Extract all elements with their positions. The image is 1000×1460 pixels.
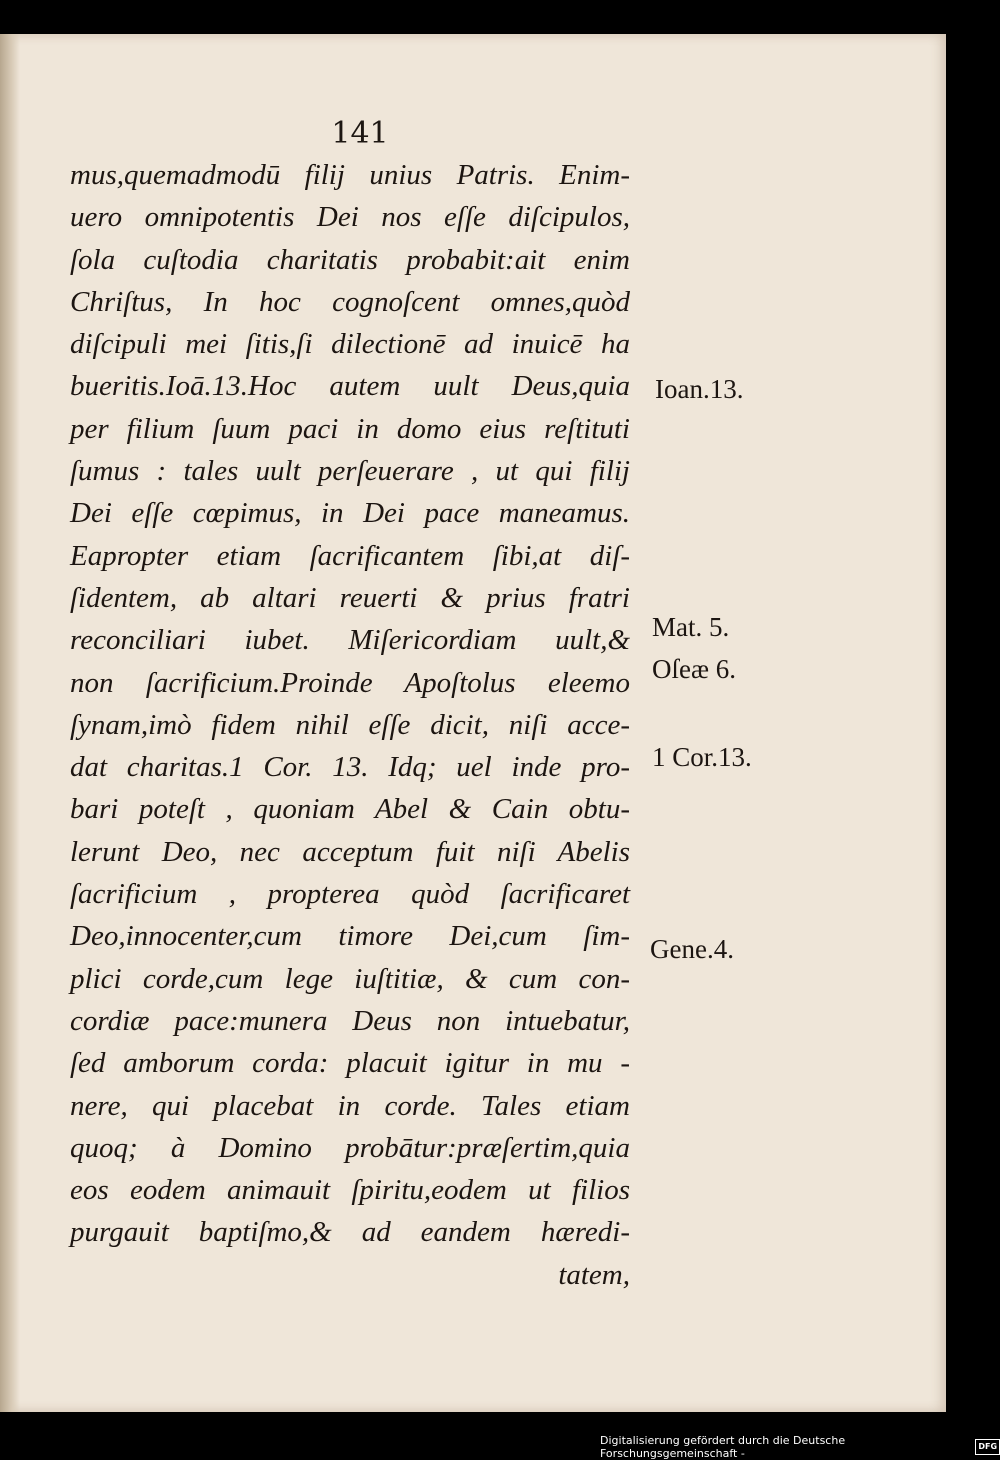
- text-line: ſidentem, ab altari reuerti & prius fratri: [70, 581, 630, 614]
- page-gutter: [0, 34, 20, 1412]
- text-line: Chriſtus, In hoc cognoſcent omnes,quòd: [70, 285, 630, 318]
- text-line: bari poteſt , quoniam Abel & Cain obtu-: [70, 793, 630, 826]
- text-line: ſola cuſtodia charitatis probabit:ait enim: [70, 243, 630, 276]
- text-line: Deo,innocenter,cum timore Dei,cum ſim-: [70, 920, 630, 953]
- margin-note: 1 Cor.13.: [652, 742, 752, 772]
- text-line: reconciliari iubet. Miſericordiam uult,&: [70, 624, 630, 657]
- margin-note: Oſeæ 6.: [652, 654, 736, 684]
- text-line: Eapropter etiam ſacrificantem ſibi,at diſ-: [70, 539, 630, 572]
- main-text: [70, 154, 630, 1296]
- text-line: ſynam,imò fidem nihil eſſe dicit, niſi acce-: [70, 708, 630, 741]
- text-line: uero omnipotentis Dei nos eſſe diſcipulos,: [70, 201, 630, 234]
- text-line: mus,quemadmodū filij unius Patris. Enim-: [70, 159, 630, 191]
- margin-note: Mat. 5.: [652, 612, 730, 642]
- text-line: quoq; à Domino probātur:præſertim,quia: [70, 1131, 630, 1164]
- margin-note: Gene.4.: [650, 934, 734, 964]
- text-line: per filium ſuum paci in domo eius reſtituti: [70, 412, 630, 445]
- text-line: Dei eſſe cœpimus, in Dei pace maneamus.: [70, 497, 630, 530]
- dfg-logo-icon: DFG: [975, 1439, 1000, 1455]
- text-line: non ſacrificium.Proinde Apoſtolus eleemo: [70, 666, 630, 699]
- page-number: 141: [331, 116, 389, 151]
- text-line: ſacrificium , propterea quòd ſacrificaret: [70, 878, 630, 911]
- text-line: diſcipuli mei ſitis,ſi dilectionē ad inuicē ha: [70, 328, 630, 361]
- text-line: plici corde,cum lege iuſtitiæ, & cum con-: [70, 962, 630, 995]
- text-line: lerunt Deo, nec acceptum fuit niſi Abelis: [70, 835, 630, 868]
- text-line: eos eodem animauit ſpiritu,eodem ut filios: [70, 1174, 630, 1207]
- text-line: cordiæ pace:munera Deus non intuebatur,: [70, 1004, 630, 1037]
- book-page: [0, 34, 946, 1412]
- text-line: dat charitas.1 Cor. 13. Idq; uel inde pro-: [70, 751, 630, 784]
- text-line: nere, qui placebat in corde. Tales etiam: [70, 1089, 630, 1122]
- text-line: bueritis.Ioā.13.Hoc autem uult Deus,quia: [70, 370, 630, 403]
- text-line: ſumus : tales uult perſeuerare , ut qui filij: [70, 455, 630, 488]
- footer-text: Digitalisierung gefördert durch die Deutsche Forschungsgemeinschaft -: [600, 1434, 846, 1460]
- text-line: purgauit baptiſmo,& ad eandem hæredi-: [70, 1216, 630, 1249]
- margin-note: Ioan.13.: [655, 374, 744, 404]
- footer-credit: [600, 1436, 1000, 1458]
- catchword: tatem,: [558, 1258, 630, 1291]
- text-line: ſed amborum corda: placuit igitur in mu -: [70, 1047, 630, 1080]
